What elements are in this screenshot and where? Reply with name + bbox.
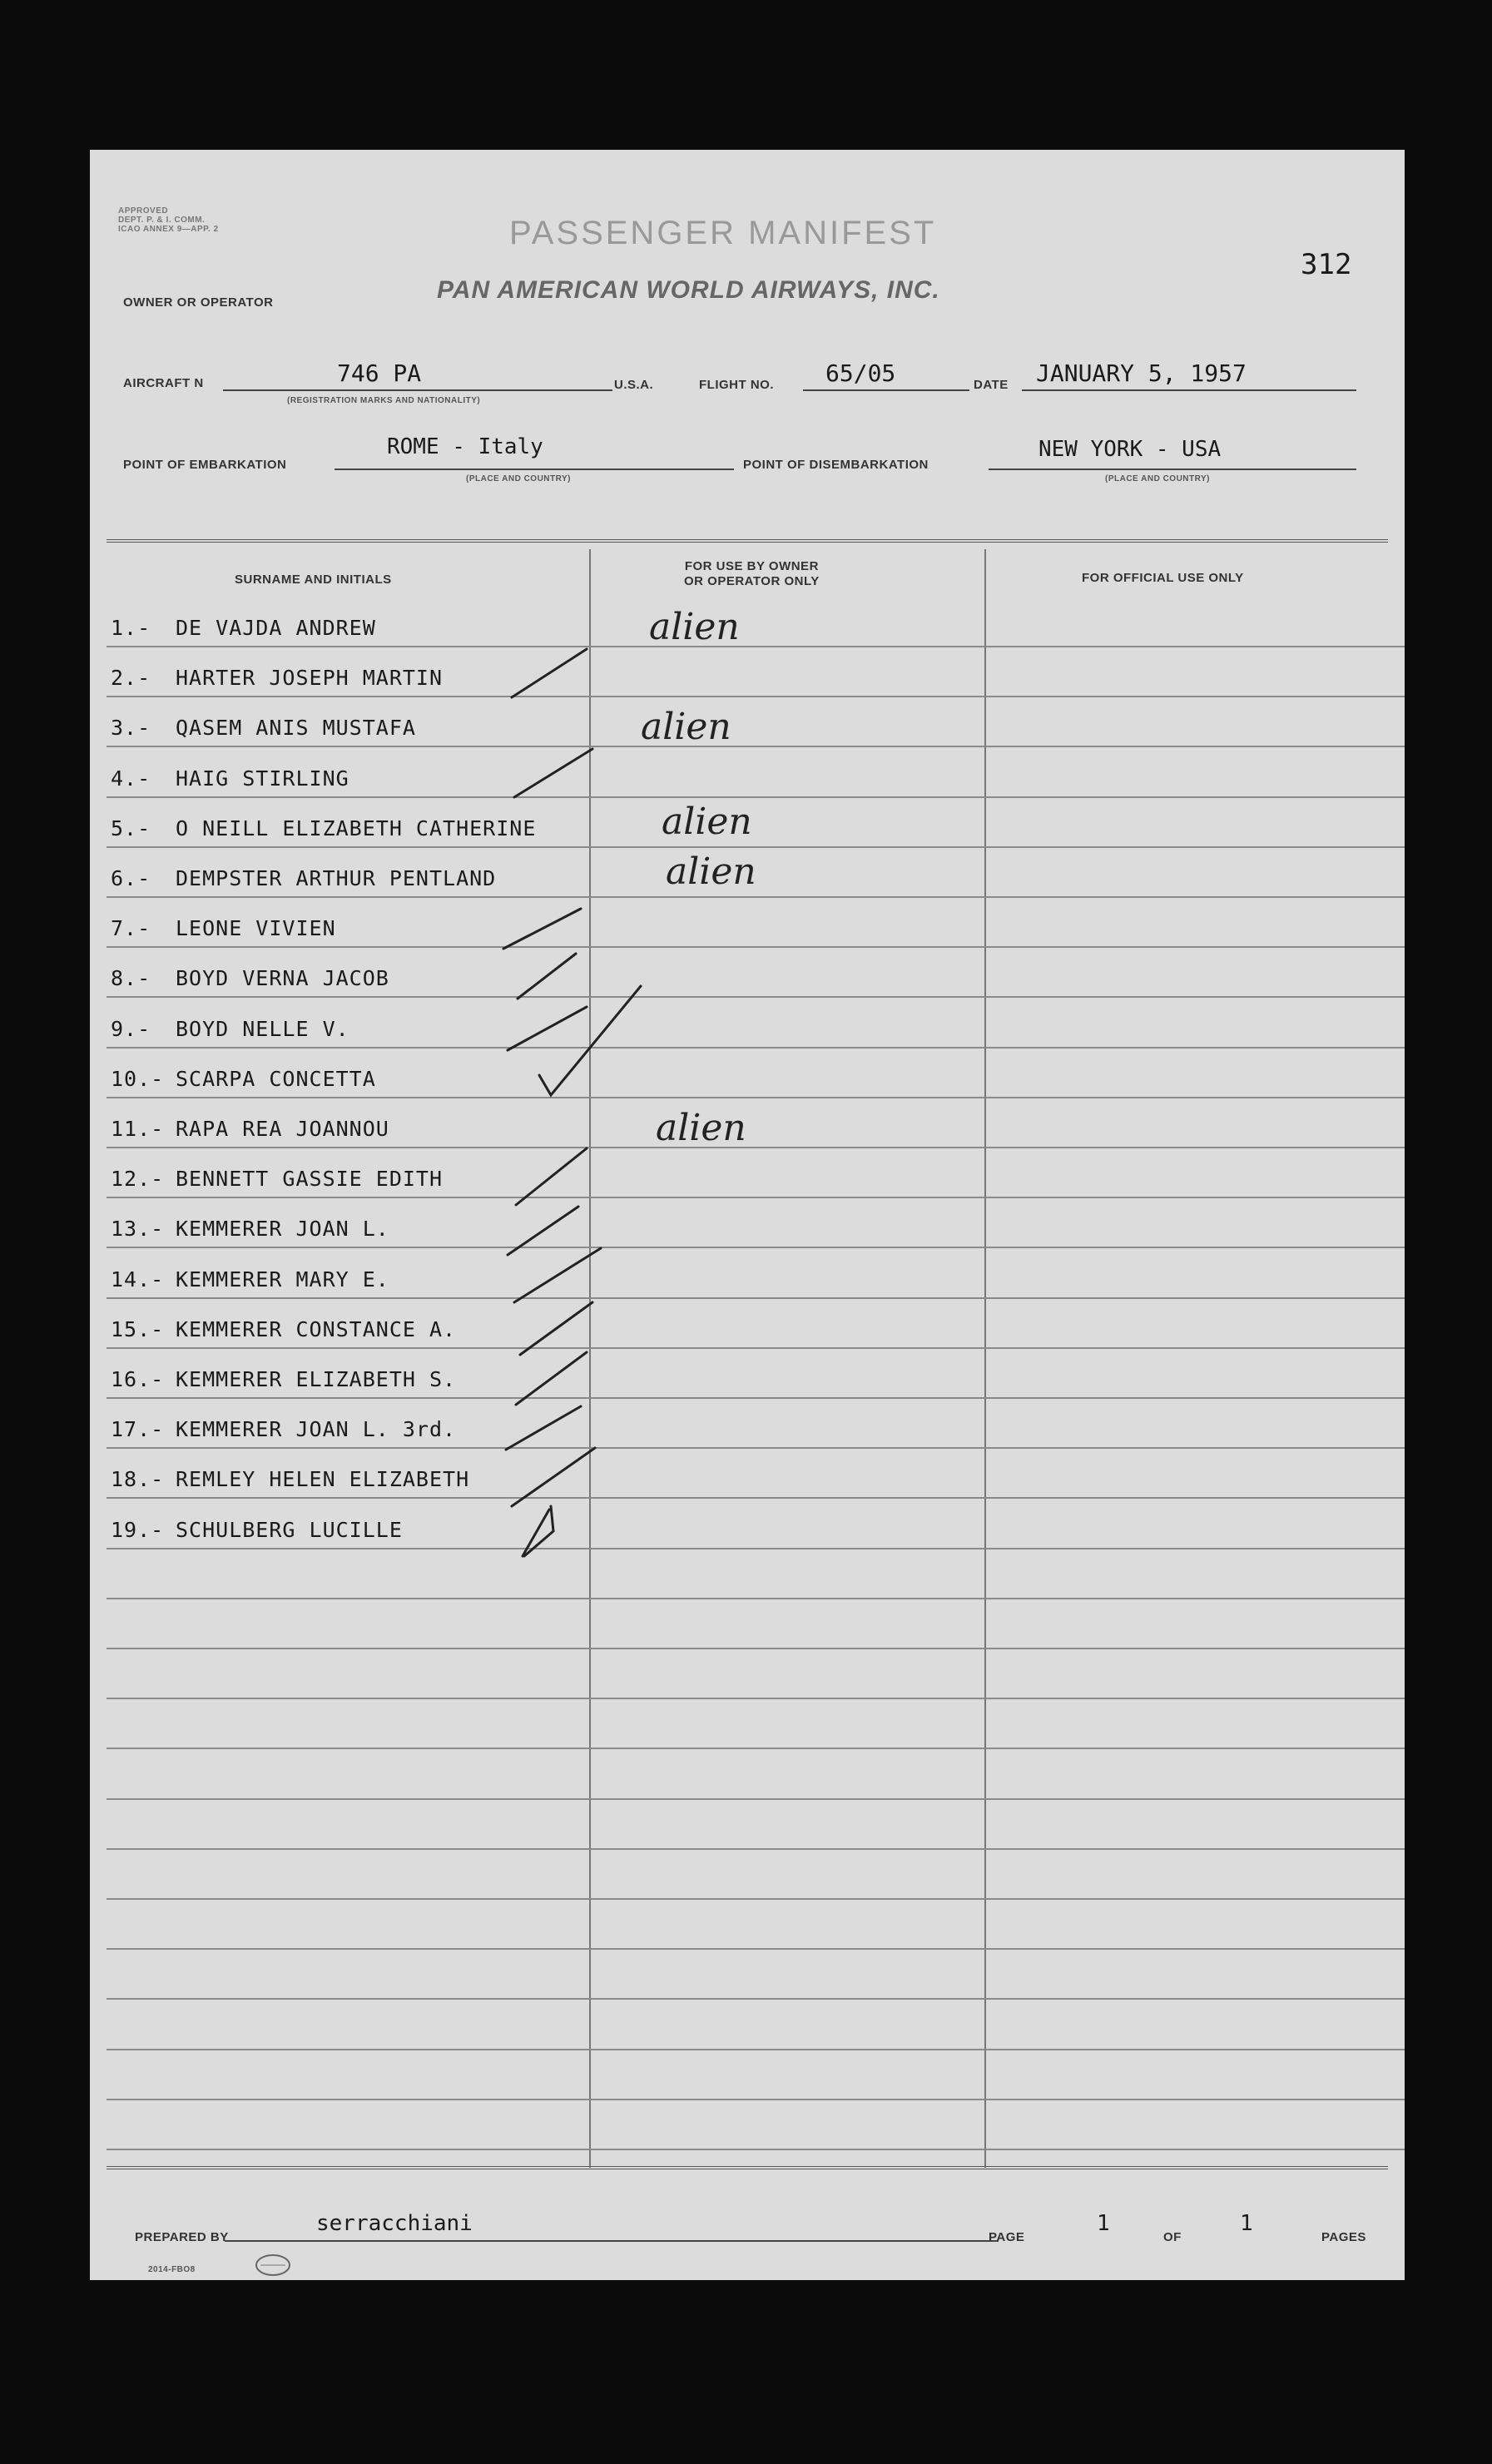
page-number: 312 xyxy=(1301,248,1352,281)
prepared-underline xyxy=(225,2240,999,2242)
passenger-name: O NEILL ELIZABETH CATHERINE xyxy=(176,816,537,840)
embarkation-label: POINT OF EMBARKATION xyxy=(123,458,287,472)
passenger-number: 19.- xyxy=(111,1517,165,1542)
owner-label: OWNER OR OPERATOR xyxy=(123,295,274,310)
passenger-number: 13.- xyxy=(111,1217,165,1242)
passenger-name: BENNETT GASSIE EDITH xyxy=(176,1167,444,1192)
passenger-name: DE VAJDA ANDREW xyxy=(176,616,376,640)
check-mark-12 xyxy=(516,1148,587,1205)
embarkation-caption: (PLACE AND COUNTRY) xyxy=(466,474,571,483)
check-mark-8 xyxy=(518,954,576,999)
page-label: PAGE xyxy=(989,2230,1025,2244)
column-header-surname: SURNAME AND INITIALS xyxy=(235,573,392,587)
approval-seal-icon xyxy=(254,2253,292,2278)
passenger-name: QASEM ANIS MUSTAFA xyxy=(176,716,416,741)
date-value: JANUARY 5, 1957 xyxy=(1036,359,1247,387)
total-pages-value: 1 xyxy=(1240,2211,1253,2236)
form-code: 2014-FBO8 xyxy=(148,2265,196,2274)
passenger-name: RAPA REA JOANNOU xyxy=(176,1117,389,1141)
owner-value: PAN AMERICAN WORLD AIRWAYS, INC. xyxy=(437,276,940,304)
check-mark-14 xyxy=(514,1248,601,1302)
check-mark-17 xyxy=(506,1406,581,1450)
column-header-official-use: FOR OFFICIAL USE ONLY xyxy=(1082,571,1244,585)
passenger-name: SCHULBERG LUCILLE xyxy=(176,1517,403,1542)
passenger-number: 14.- xyxy=(111,1267,165,1291)
check-mark-2 xyxy=(512,649,587,697)
passenger-number: 3.- xyxy=(111,716,151,741)
passenger-name: KEMMERER MARY E. xyxy=(176,1267,389,1291)
disembarkation-value: NEW YORK - USA xyxy=(1038,437,1222,462)
passenger-name: SCARPA CONCETTA xyxy=(176,1066,376,1091)
passenger-name: KEMMERER JOAN L. xyxy=(176,1217,389,1242)
check-mark-13 xyxy=(508,1207,578,1255)
prepared-label: PREPARED BY xyxy=(135,2230,229,2244)
disembarkation-caption: (PLACE AND COUNTRY) xyxy=(1105,474,1210,483)
owner-use-line-2: OR OPERATOR ONLY xyxy=(684,574,820,588)
check-mark-18 xyxy=(512,1448,595,1506)
flight-value: 65/05 xyxy=(825,359,896,387)
passenger-number: 8.- xyxy=(111,966,151,991)
approved-stamp-line-1: APPROVED xyxy=(118,206,169,216)
check-mark-4 xyxy=(514,749,592,797)
passenger-number: 2.- xyxy=(111,666,151,691)
of-label: OF xyxy=(1163,2230,1182,2244)
passenger-number: 16.- xyxy=(111,1367,165,1391)
pages-label: PAGES xyxy=(1321,2230,1366,2244)
check-mark-7 xyxy=(503,909,581,949)
passenger-note: alien xyxy=(666,850,756,893)
passenger-name: KEMMERER JOAN L. 3rd. xyxy=(176,1417,457,1442)
passenger-name: HAIG STIRLING xyxy=(176,766,349,791)
passenger-name: BOYD NELLE V. xyxy=(176,1016,349,1041)
passenger-number: 10.- xyxy=(111,1066,165,1091)
aircraft-label: AIRCRAFT N xyxy=(123,376,204,390)
approved-stamp-line-3: ICAO ANNEX 9—APP. 2 xyxy=(118,225,219,234)
check-mark-15 xyxy=(520,1302,592,1355)
embarkation-value: ROME - Italy xyxy=(387,434,543,459)
passenger-number: 11.- xyxy=(111,1117,165,1141)
table-bottom-rule xyxy=(107,2166,1388,2169)
passenger-number: 17.- xyxy=(111,1417,165,1442)
passenger-note: alien xyxy=(649,606,740,648)
page-value: 1 xyxy=(1097,2211,1110,2236)
date-label: DATE xyxy=(974,378,1009,392)
passenger-note: alien xyxy=(662,801,752,843)
passenger-note: alien xyxy=(656,1107,746,1149)
passenger-number: 15.- xyxy=(111,1316,165,1341)
usa-label: U.S.A. xyxy=(614,378,654,392)
aircraft-value: 746 PA xyxy=(337,359,422,387)
passenger-number: 6.- xyxy=(111,866,151,890)
form-title: PASSENGER MANIFEST xyxy=(509,215,937,251)
passenger-number: 12.- xyxy=(111,1167,165,1192)
passenger-number: 4.- xyxy=(111,766,151,791)
check-mark-19b xyxy=(523,1510,549,1556)
passenger-name: HARTER JOSEPH MARTIN xyxy=(176,666,444,691)
passenger-name: DEMPSTER ARTHUR PENTLAND xyxy=(176,866,497,890)
passenger-number: 1.- xyxy=(111,616,151,640)
passenger-name: KEMMERER ELIZABETH S. xyxy=(176,1367,457,1391)
check-mark-9 xyxy=(508,1007,587,1050)
check-mark-19 xyxy=(524,1506,553,1556)
passenger-number: 5.- xyxy=(111,816,151,840)
check-mark-10 xyxy=(539,986,641,1095)
passenger-number: 7.- xyxy=(111,916,151,941)
disembarkation-label: POINT OF DISEMBARKATION xyxy=(743,458,929,472)
aircraft-caption: (REGISTRATION MARKS AND NATIONALITY) xyxy=(287,396,481,405)
passenger-name: LEONE VIVIEN xyxy=(176,916,336,941)
owner-use-line-1: FOR USE BY OWNER xyxy=(684,559,819,573)
passenger-number: 18.- xyxy=(111,1467,165,1492)
passenger-name: REMLEY HELEN ELIZABETH xyxy=(176,1467,470,1492)
flight-label: FLIGHT NO. xyxy=(699,378,774,392)
passenger-name: BOYD VERNA JACOB xyxy=(176,966,389,991)
passenger-name: KEMMERER CONSTANCE A. xyxy=(176,1316,457,1341)
passenger-note: alien xyxy=(641,706,731,748)
check-mark-16 xyxy=(516,1352,587,1405)
prepared-value: serracchiani xyxy=(316,2211,473,2236)
passenger-number: 9.- xyxy=(111,1016,151,1041)
approved-stamp-line-2: DEPT. P. & I. COMM. xyxy=(118,216,206,225)
